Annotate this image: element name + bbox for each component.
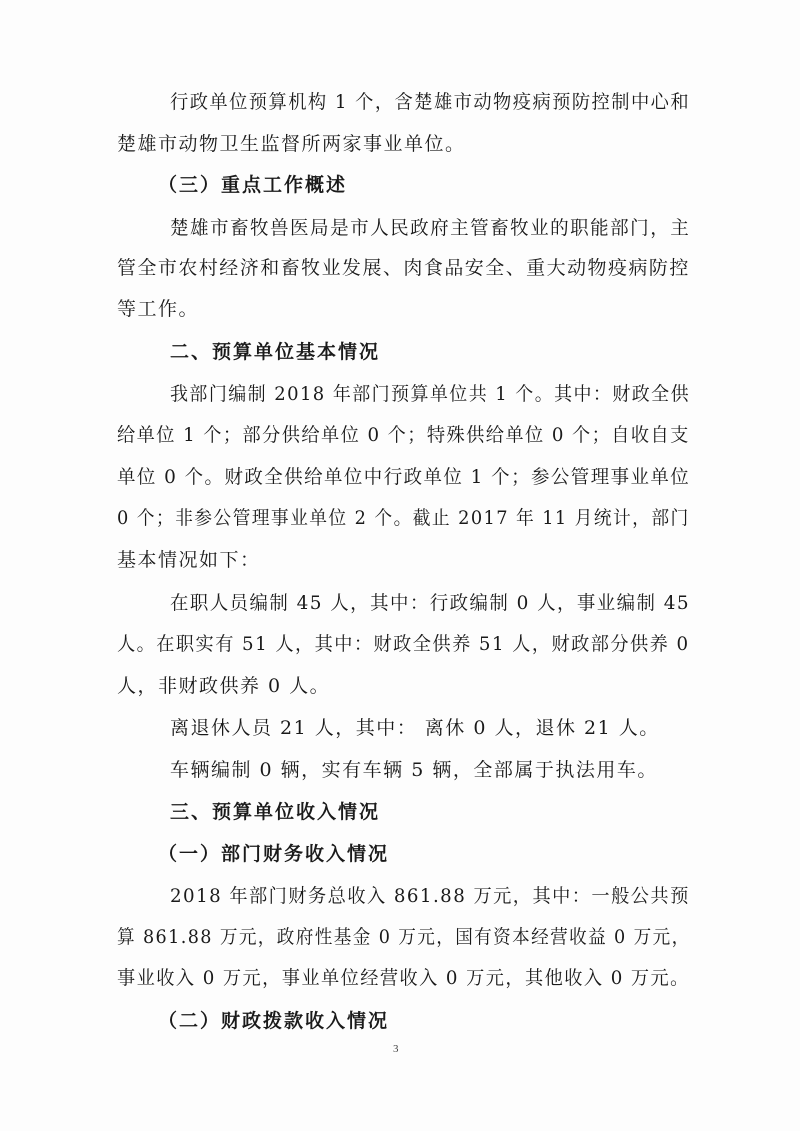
paragraph-line: 等工作。 [117, 298, 200, 320]
paragraph-line: 行政单位预算机构 1 个，含楚雄市动物疫病预防控制中心和 [170, 91, 691, 113]
paragraph-line: 楚雄市动物卫生监督所两家事业单位。 [117, 133, 466, 155]
paragraph-line: 算 861.88 万元，政府性基金 0 万元，国有资本经营收益 0 万元， [117, 926, 691, 948]
paragraph-line: 管全市农村经济和畜牧业发展、肉食品安全、重大动物疫病防控 [117, 257, 690, 279]
paragraph-line: 事业收入 0 万元，事业单位经营收入 0 万元，其他收入 0 万元。 [117, 967, 690, 989]
paragraph-line: 离退休人员 21 人，其中： 离休 0 人，退休 21 人。 [170, 717, 660, 739]
section-heading-basic-info: 二、预算单位基本情况 [170, 341, 381, 363]
subsection-heading-financial-income: （一）部门财务收入情况 [158, 843, 390, 865]
section-heading-income: 三、预算单位收入情况 [170, 801, 381, 823]
paragraph-line: 在职人员编制 45 人，其中：行政编制 0 人，事业编制 45 [170, 592, 691, 614]
subsection-heading-appropriation-income: （二）财政拨款收入情况 [158, 1010, 390, 1032]
paragraph-line: 给单位 1 个；部分供给单位 0 个；特殊供给单位 0 个；自收自支 [117, 424, 690, 446]
section-heading-key-work: （三）重点工作概述 [158, 174, 348, 196]
page-number: 3 [393, 1043, 399, 1055]
paragraph-line: 0 个；非参公管理事业单位 2 个。截止 2017 年 11 月统计，部门 [117, 507, 690, 529]
paragraph-line: 基本情况如下： [117, 549, 261, 571]
paragraph-line: 2018 年部门财务总收入 861.88 万元，其中：一般公共预 [170, 885, 690, 907]
paragraph-line: 我部门编制 2018 年部门预算单位共 1 个。其中：财政全供 [170, 383, 691, 405]
paragraph-line: 楚雄市畜牧兽医局是市人民政府主管畜牧业的职能部门，主 [170, 217, 691, 239]
paragraph-line: 单位 0 个。财政全供给单位中行政单位 1 个；参公管理事业单位 [117, 466, 691, 488]
paragraph-line: 人，非财政供养 0 人。 [117, 675, 331, 697]
paragraph-line: 人。在职实有 51 人，其中：财政全供养 51 人，财政部分供养 0 [117, 633, 690, 655]
paragraph-line: 车辆编制 0 辆，实有车辆 5 辆，全部属于执法用车。 [170, 759, 658, 781]
